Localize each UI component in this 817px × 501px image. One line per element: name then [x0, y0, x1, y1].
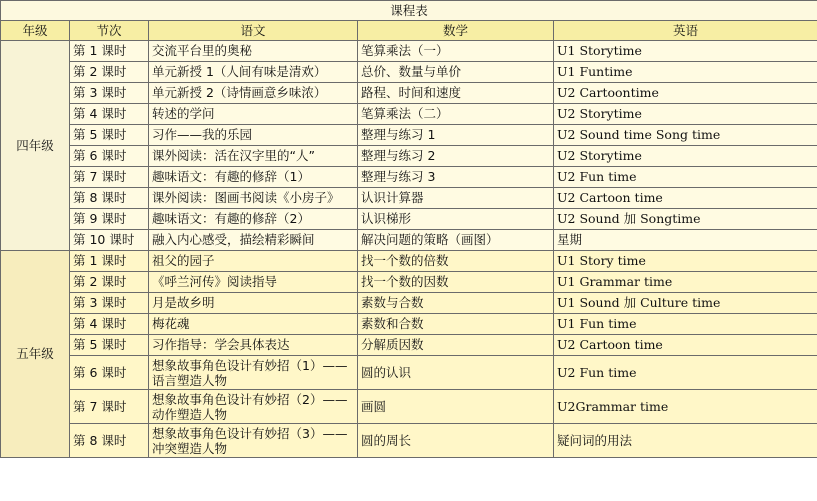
- period-cell: 第 4 课时: [70, 314, 149, 335]
- grade-cell: 四年级: [1, 41, 70, 251]
- math-cell: 素数和合数: [358, 314, 554, 335]
- chinese-cell: 融入内心感受，描绘精彩瞬间: [149, 230, 358, 251]
- table-row: [1, 167, 817, 188]
- table-row: [1, 424, 817, 458]
- math-cell: 找一个数的倍数: [358, 251, 554, 272]
- english-cell: U2 Fun time: [554, 356, 817, 390]
- period-cell: 第 7 课时: [70, 167, 149, 188]
- period-cell: 第 4 课时: [70, 104, 149, 125]
- english-cell: 疑问词的用法: [554, 424, 817, 458]
- english-cell: U2 Storytime: [554, 104, 817, 125]
- table-row: [1, 272, 817, 293]
- table-row: [1, 314, 817, 335]
- period-cell: 第 3 课时: [70, 83, 149, 104]
- math-cell: 笔算乘法（一）: [358, 41, 554, 62]
- chinese-cell: 习作指导：学会具体表达: [149, 335, 358, 356]
- english-cell: U2 Cartoontime: [554, 83, 817, 104]
- math-cell: 分解质因数: [358, 335, 554, 356]
- table-row: [1, 209, 817, 230]
- english-cell: U1 Funtime: [554, 62, 817, 83]
- chinese-cell: 单元新授 1（人间有味是清欢）: [149, 62, 358, 83]
- period-cell: 第 8 课时: [70, 188, 149, 209]
- chinese-cell: 想象故事角色设计有妙招（1）——语言塑造人物: [149, 356, 358, 390]
- math-cell: 路程、时间和速度: [358, 83, 554, 104]
- english-cell: U1 Grammar time: [554, 272, 817, 293]
- chinese-cell: 习作——我的乐园: [149, 125, 358, 146]
- english-cell: U1 Story time: [554, 251, 817, 272]
- english-cell: U1 Fun time: [554, 314, 817, 335]
- table-row: [1, 356, 817, 390]
- math-cell: 笔算乘法（二）: [358, 104, 554, 125]
- math-cell: 整理与练习 3: [358, 167, 554, 188]
- english-cell: U2 Storytime: [554, 146, 817, 167]
- table-row: [1, 188, 817, 209]
- math-cell: 认识梯形: [358, 209, 554, 230]
- table-row: [1, 146, 817, 167]
- math-cell: 找一个数的因数: [358, 272, 554, 293]
- period-cell: 第 2 课时: [70, 62, 149, 83]
- english-cell: U2Grammar time: [554, 390, 817, 424]
- grade-cell: 五年级: [1, 251, 70, 458]
- period-cell: 第 10 课时: [70, 230, 149, 251]
- chinese-cell: 单元新授 2（诗情画意乡味浓）: [149, 83, 358, 104]
- table-row: [1, 293, 817, 314]
- math-cell: 素数与合数: [358, 293, 554, 314]
- chinese-cell: 交流平台里的奥秘: [149, 41, 358, 62]
- period-cell: 第 3 课时: [70, 293, 149, 314]
- math-cell: 圆的认识: [358, 356, 554, 390]
- table-title: 课程表: [1, 1, 817, 21]
- math-cell: 圆的周长: [358, 424, 554, 458]
- chinese-cell: 想象故事角色设计有妙招（3）——冲突塑造人物: [149, 424, 358, 458]
- period-cell: 第 7 课时: [70, 390, 149, 424]
- english-cell: U2 Cartoon time: [554, 188, 817, 209]
- period-cell: 第 5 课时: [70, 335, 149, 356]
- table-row: [1, 335, 817, 356]
- chinese-cell: 梅花魂: [149, 314, 358, 335]
- chinese-cell: 月是故乡明: [149, 293, 358, 314]
- table-row: [1, 251, 817, 272]
- table-row: [1, 83, 817, 104]
- header-period: 节次: [70, 21, 149, 41]
- math-cell: 认识计算器: [358, 188, 554, 209]
- table-row: [1, 230, 817, 251]
- table-row: [1, 62, 817, 83]
- english-cell: U2 Sound 加 Songtime: [554, 209, 817, 230]
- header-chinese: 语文: [149, 21, 358, 41]
- math-cell: 总价、数量与单价: [358, 62, 554, 83]
- english-cell: U1 Sound 加 Culture time: [554, 293, 817, 314]
- table-row: [1, 104, 817, 125]
- header-grade: 年级: [1, 21, 70, 41]
- table-row: [1, 41, 817, 62]
- period-cell: 第 8 课时: [70, 424, 149, 458]
- english-cell: U2 Cartoon time: [554, 335, 817, 356]
- chinese-cell: 课外阅读：图画书阅读《小房子》: [149, 188, 358, 209]
- period-cell: 第 9 课时: [70, 209, 149, 230]
- header-math: 数学: [358, 21, 554, 41]
- chinese-cell: 想象故事角色设计有妙招（2）——动作塑造人物: [149, 390, 358, 424]
- english-cell: 星期: [554, 230, 817, 251]
- math-cell: 解决问题的策略（画图）: [358, 230, 554, 251]
- header-english: 英语: [554, 21, 817, 41]
- period-cell: 第 1 课时: [70, 41, 149, 62]
- period-cell: 第 1 课时: [70, 251, 149, 272]
- header-row: [1, 21, 817, 41]
- math-cell: 画圆: [358, 390, 554, 424]
- chinese-cell: 祖父的园子: [149, 251, 358, 272]
- english-cell: U2 Sound time Song time: [554, 125, 817, 146]
- period-cell: 第 6 课时: [70, 356, 149, 390]
- period-cell: 第 2 课时: [70, 272, 149, 293]
- math-cell: 整理与练习 1: [358, 125, 554, 146]
- table-row: [1, 125, 817, 146]
- math-cell: 整理与练习 2: [358, 146, 554, 167]
- title-row: [1, 1, 817, 21]
- english-cell: U2 Fun time: [554, 167, 817, 188]
- chinese-cell: 趣味语文：有趣的修辞（1）: [149, 167, 358, 188]
- table-row: [1, 390, 817, 424]
- period-cell: 第 5 课时: [70, 125, 149, 146]
- english-cell: U1 Storytime: [554, 41, 817, 62]
- chinese-cell: 《呼兰河传》阅读指导: [149, 272, 358, 293]
- chinese-cell: 转述的学问: [149, 104, 358, 125]
- period-cell: 第 6 课时: [70, 146, 149, 167]
- chinese-cell: 课外阅读：活在汉字里的“人”: [149, 146, 358, 167]
- chinese-cell: 趣味语文：有趣的修辞（2）: [149, 209, 358, 230]
